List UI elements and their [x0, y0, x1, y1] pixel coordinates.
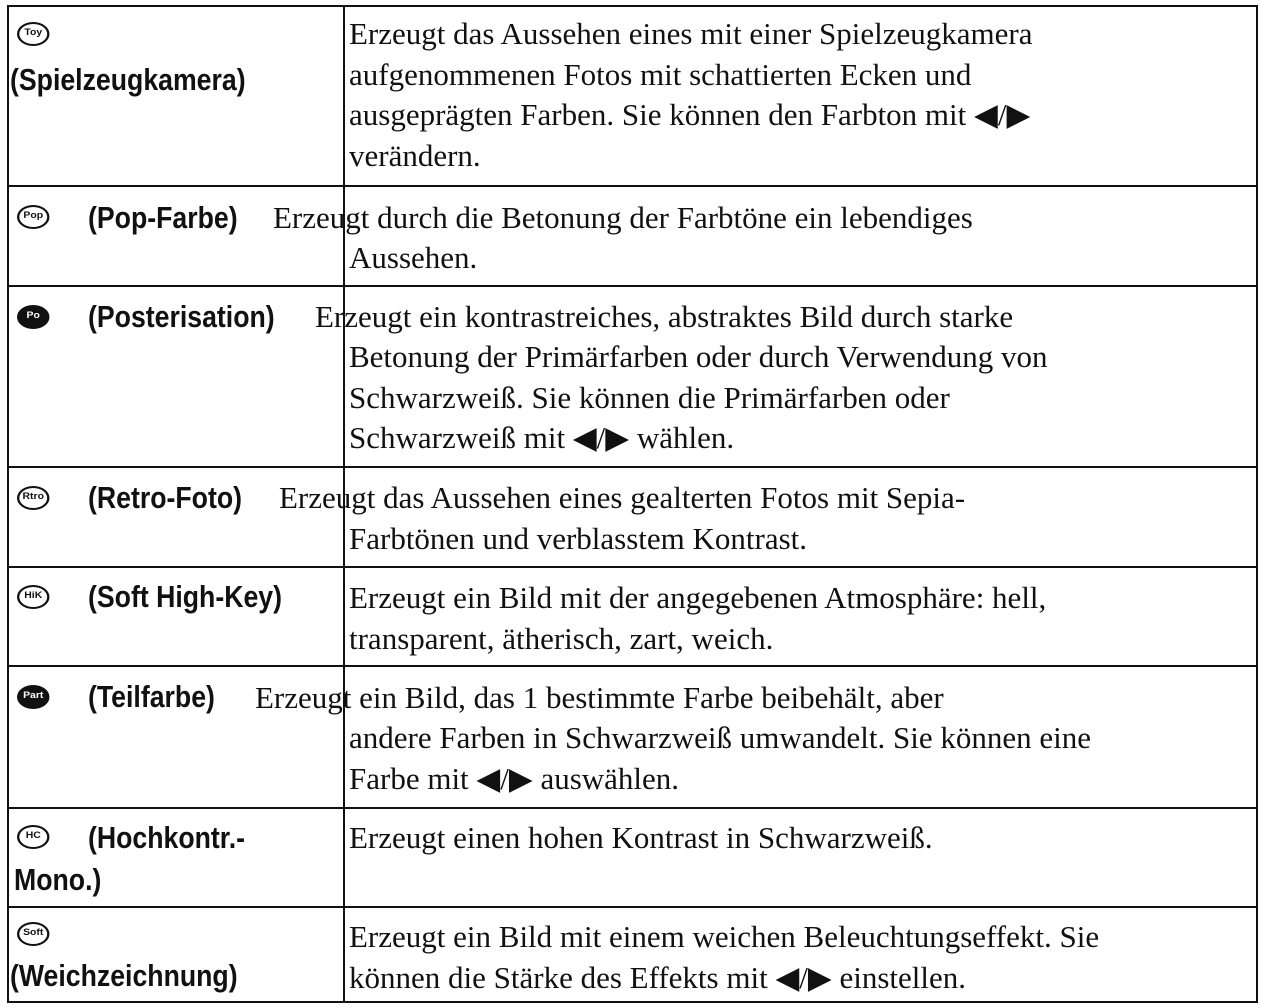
effect-description: Erzeugt ein Bild mit der angegebenen Atmosphäre: hell, transparent, ätherisch, zart, weich. — [349, 580, 1047, 656]
effect-description: Erzeugt ein Bild, das 1 bestimmte Farbe beibehält, aber — [255, 680, 944, 715]
effect-description-continued: Farbtönen und verblasstem Kontrast. — [349, 521, 808, 556]
soft-focus-icon: Soft — [17, 922, 49, 946]
row-divider — [7, 906, 1258, 908]
row-divider — [7, 665, 1258, 667]
retro-photo-icon: Rtro — [17, 486, 49, 510]
effect-name: (Spielzeugkamera) — [10, 62, 246, 97]
effect-name: (Weichzeichnung) — [10, 958, 238, 993]
effect-description-continued: Betonung der Primärfarben oder durch Verwendung von Schwarzweiß. Sie können die Primärfarben oder Schwarzweiß mit ◀/▶ wählen. — [349, 339, 1048, 455]
effect-description: Erzeugt das Aussehen eines mit einer Spielzeugkamera aufgenommenen Fotos mit schattierten Ecken und ausgeprägten Farben. Sie können den Farbton mit ◀/▶ verändern. — [349, 16, 1033, 173]
effect-description-continued: andere Farben in Schwarzweiß umwandelt. Sie können eine Farbe mit ◀/▶ auswählen. — [349, 720, 1092, 796]
effect-name: (Retro-Foto) — [88, 480, 242, 515]
row-divider — [7, 807, 1258, 809]
effect-name: (Teilfarbe) — [88, 679, 215, 714]
effect-description: Erzeugt durch die Betonung der Farbtöne ein lebendiges — [273, 200, 973, 235]
row-divider — [7, 566, 1258, 568]
toy-camera-icon: Toy — [17, 22, 49, 46]
high-contrast-mono-icon: HC — [17, 825, 49, 849]
pop-color-icon: Pop — [17, 205, 49, 229]
effect-name: (Pop-Farbe) — [88, 200, 238, 235]
effect-description: Erzeugt ein kontrastreiches, abstraktes Bild durch starke — [315, 299, 1014, 334]
partial-color-icon: Part — [17, 685, 49, 709]
effect-name: (Soft High-Key) — [88, 579, 283, 614]
row-divider — [7, 185, 1258, 187]
effect-description: Erzeugt das Aussehen eines gealterten Fotos mit Sepia- — [279, 480, 966, 515]
effect-description: Erzeugt einen hohen Kontrast in Schwarzweiß. — [349, 820, 933, 855]
effect-description-continued: Aussehen. — [349, 240, 478, 275]
row-divider — [7, 285, 1258, 287]
effect-description: Erzeugt ein Bild mit einem weichen Beleuchtungseffekt. Sie können die Stärke des Effekts mit ◀/▶ einstellen. — [349, 919, 1100, 995]
soft-high-key-icon: HiK — [17, 585, 49, 609]
posterization-icon: Po — [17, 305, 49, 329]
effect-name: (Hochkontr.- — [88, 820, 246, 855]
effect-name: (Posterisation) — [88, 299, 275, 334]
row-divider — [7, 466, 1258, 468]
effect-name-continued: Mono.) — [14, 862, 102, 897]
